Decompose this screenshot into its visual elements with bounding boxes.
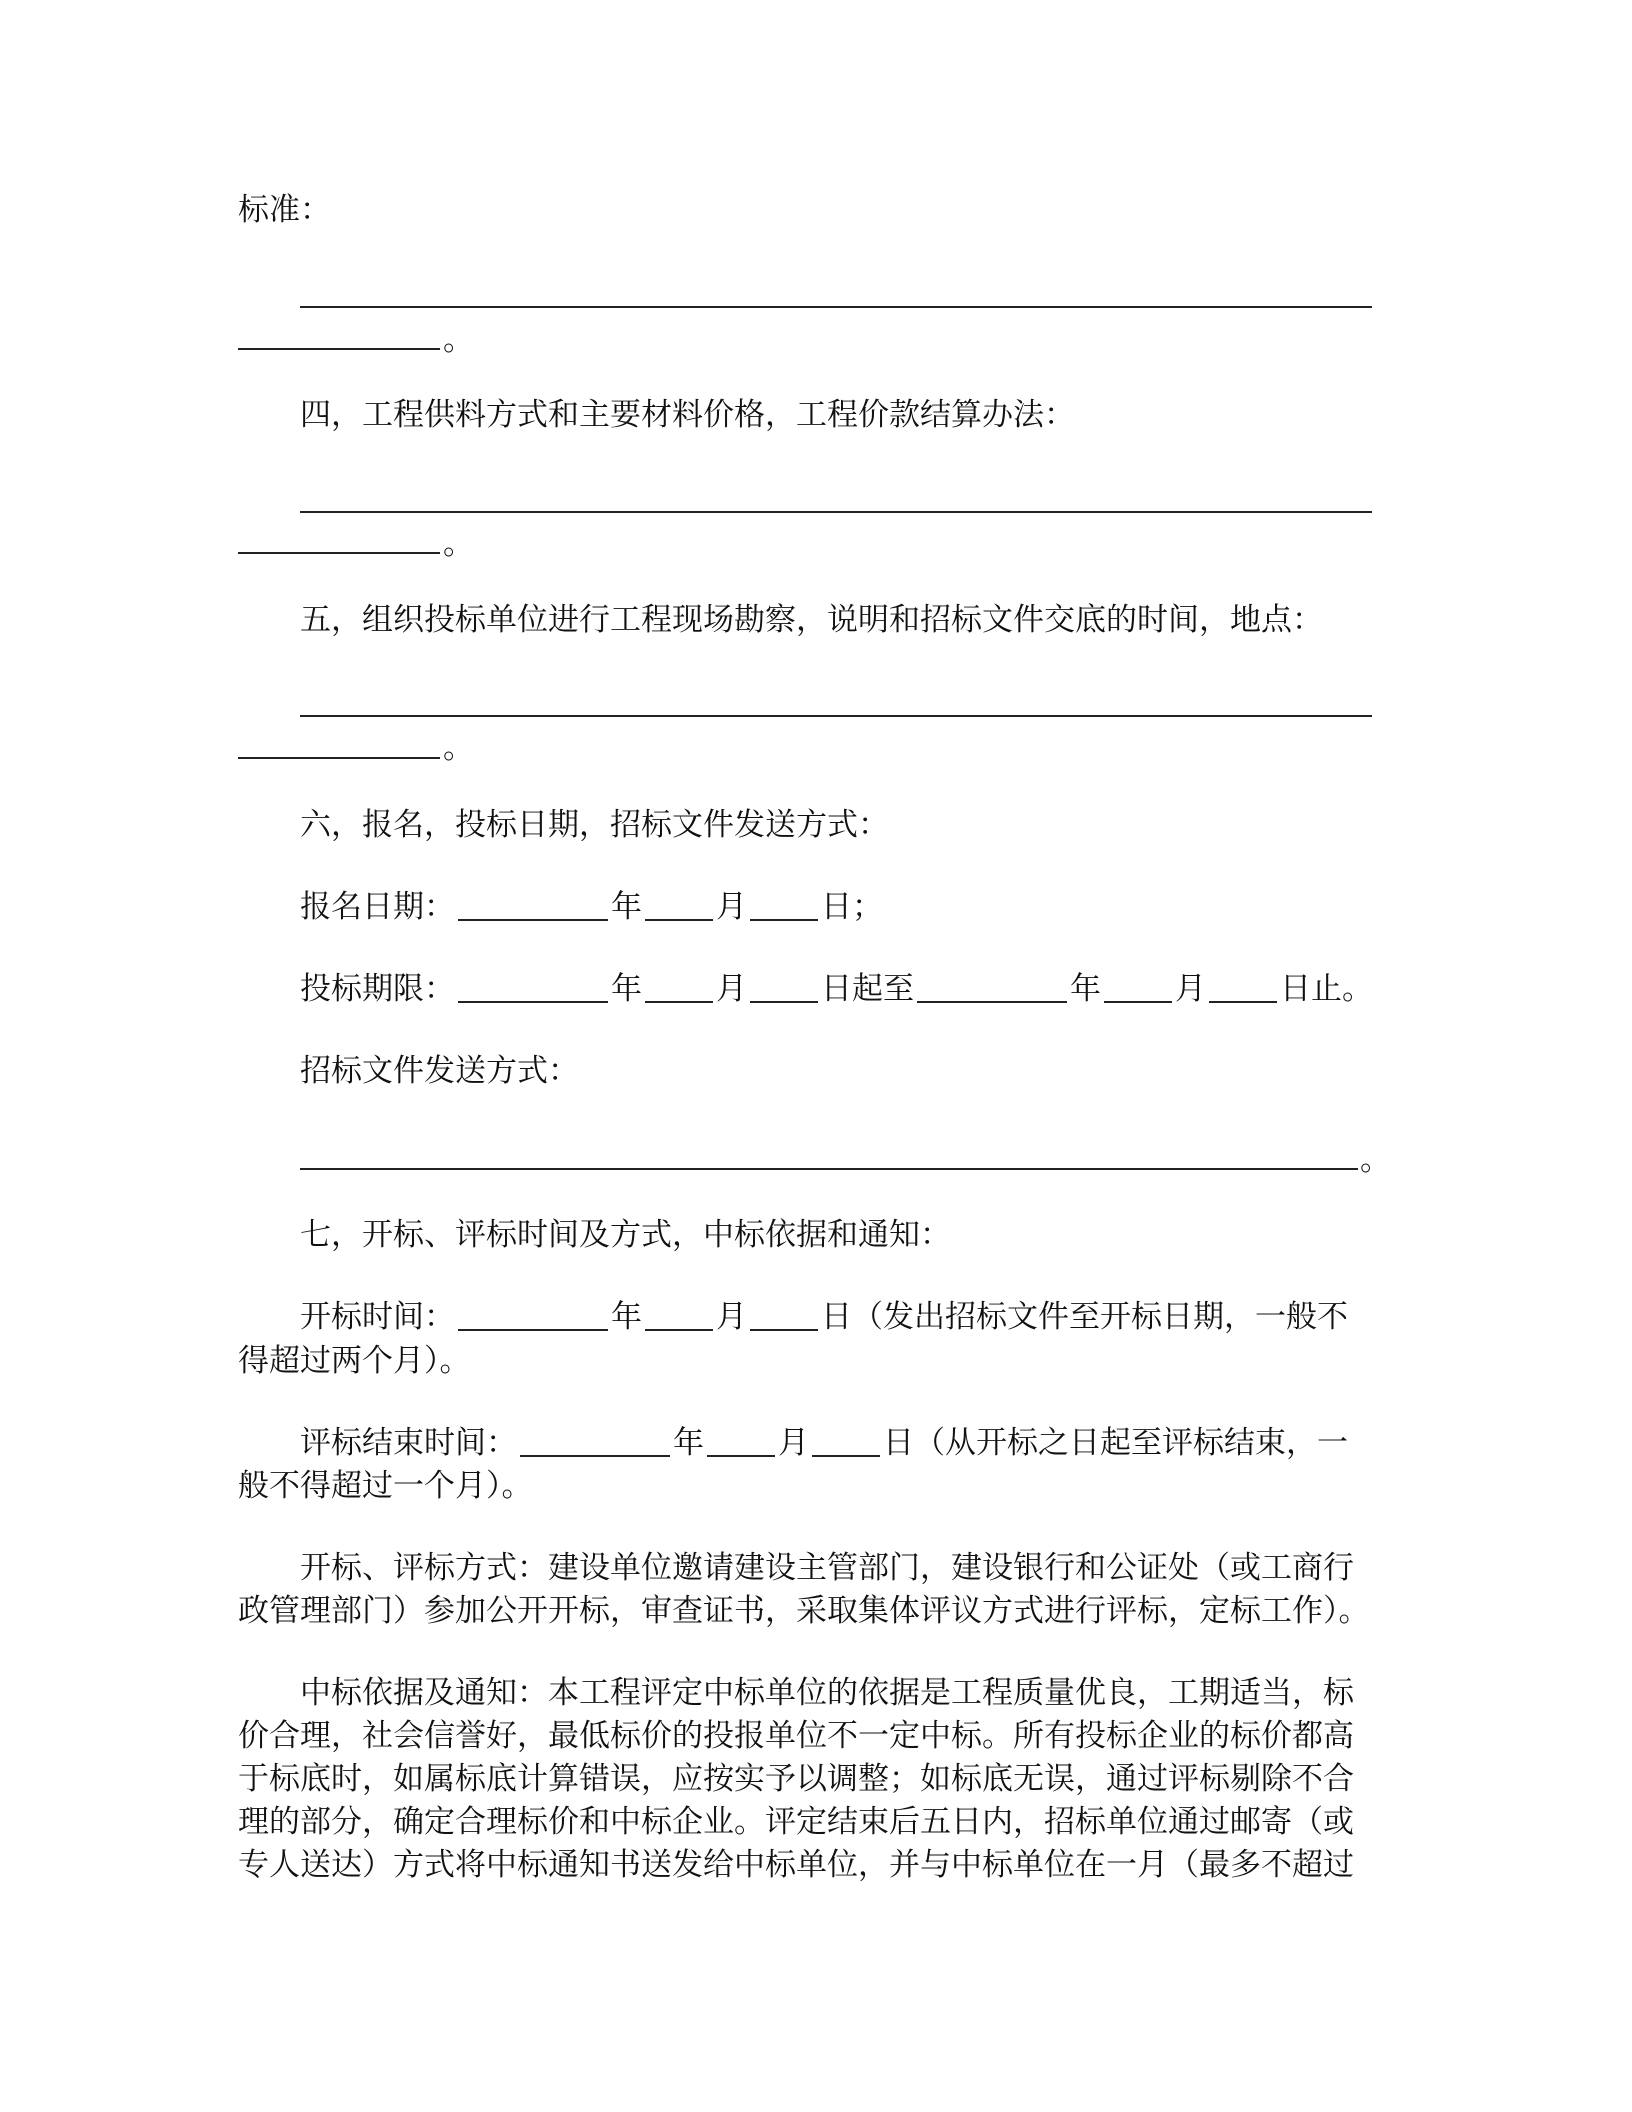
fill-rule-five-1 [300, 715, 1372, 717]
send-method-line [0, 1046, 1632, 1096]
section-five-end: 。 [443, 730, 474, 766]
bid-period-line: 投标期限： 年 月 日起至 年 月 日止。 [300, 971, 1373, 1007]
day-blank[interactable] [750, 889, 818, 921]
send-method-label: 招标文件发送方式： [300, 1053, 579, 1089]
evaluation-end-line-2: 般不得超过一个月）。 [238, 1468, 533, 1504]
award-basis-line-4: 理的部分，确定合理标价和中标企业。评定结束后五日内，招标单位通过邮寄（或 [238, 1804, 1354, 1840]
opening-year-blank[interactable] [458, 1299, 608, 1331]
section-four-heading: 四，工程供料方式和主要材料价格，工程价款结算办法： [300, 397, 1075, 433]
start-month-blank[interactable] [645, 971, 713, 1003]
award-basis-line-2: 价合理，社会信誉好，最低标价的投报单位不一定中标。所有投标企业的标价都高 [238, 1718, 1354, 1754]
standard-end: 。 [443, 322, 474, 358]
section-seven-heading: 七，开标、评标时间及方式，中标依据和通知： [300, 1217, 951, 1253]
registration-date-line: 报名日期： 年 月 日； [300, 889, 883, 925]
section-six-heading: 六，报名，投标日期，招标文件发送方式： [300, 807, 889, 843]
fill-rule-four-1 [300, 511, 1372, 513]
evaluation-end-label: 评标结束时间： [300, 1425, 517, 1461]
opening-time-line-2: 得超过两个月）。 [238, 1343, 471, 1379]
standard-label: 标准： [238, 192, 331, 228]
start-year-blank[interactable] [458, 971, 608, 1003]
bid-period-label: 投标期限： [300, 971, 455, 1007]
end-month-blank[interactable] [1104, 971, 1172, 1003]
end-year-blank[interactable] [917, 971, 1067, 1003]
evaluation-month-blank[interactable] [707, 1425, 775, 1457]
opening-month-blank[interactable] [645, 1299, 713, 1331]
registration-date-label: 报名日期： [300, 889, 455, 925]
month-blank[interactable] [645, 889, 713, 921]
evaluation-end-line: 评标结束时间： 年 月 日（从开标之日起至评标结束，一 [300, 1425, 1348, 1461]
opening-day-blank[interactable] [750, 1299, 818, 1331]
opening-time-label: 开标时间： [300, 1299, 455, 1335]
fill-rule-standard-1 [300, 306, 1372, 308]
evaluation-day-blank[interactable] [812, 1425, 880, 1457]
section-five-heading: 五，组织投标单位进行工程现场勘察，说明和招标文件交底的时间，地点： [300, 602, 1323, 638]
end-day-blank[interactable] [1209, 971, 1277, 1003]
evaluation-year-blank[interactable] [520, 1425, 670, 1457]
send-method-end: 。 [1360, 1142, 1391, 1178]
award-basis-line-5: 专人送达）方式将中标通知书送发给中标单位，并与中标单位在一月（最多不超过 [238, 1847, 1354, 1883]
year-blank[interactable] [458, 889, 608, 921]
opening-time-line: 开标时间： 年 月 日（发出招标文件至开标日期，一般不 [300, 1299, 1348, 1335]
evaluation-method-line-2: 政管理部门）参加公开开标，审查证书，采取集体评议方式进行评标，定标工作）。 [238, 1593, 1370, 1629]
evaluation-method-line-1: 开标、评标方式：建设单位邀请建设主管部门，建设银行和公证处（或工商行 [300, 1550, 1354, 1586]
section-four-end: 。 [443, 526, 474, 562]
award-basis-line-1: 中标依据及通知：本工程评定中标单位的依据是工程质量优良，工期适当，标 [300, 1675, 1354, 1711]
award-basis-line-3: 于标底时，如属标底计算错误，应按实予以调整；如标底无误，通过评标剔除不合 [238, 1761, 1354, 1797]
standard-line [0, 185, 1632, 235]
start-day-blank[interactable] [750, 971, 818, 1003]
